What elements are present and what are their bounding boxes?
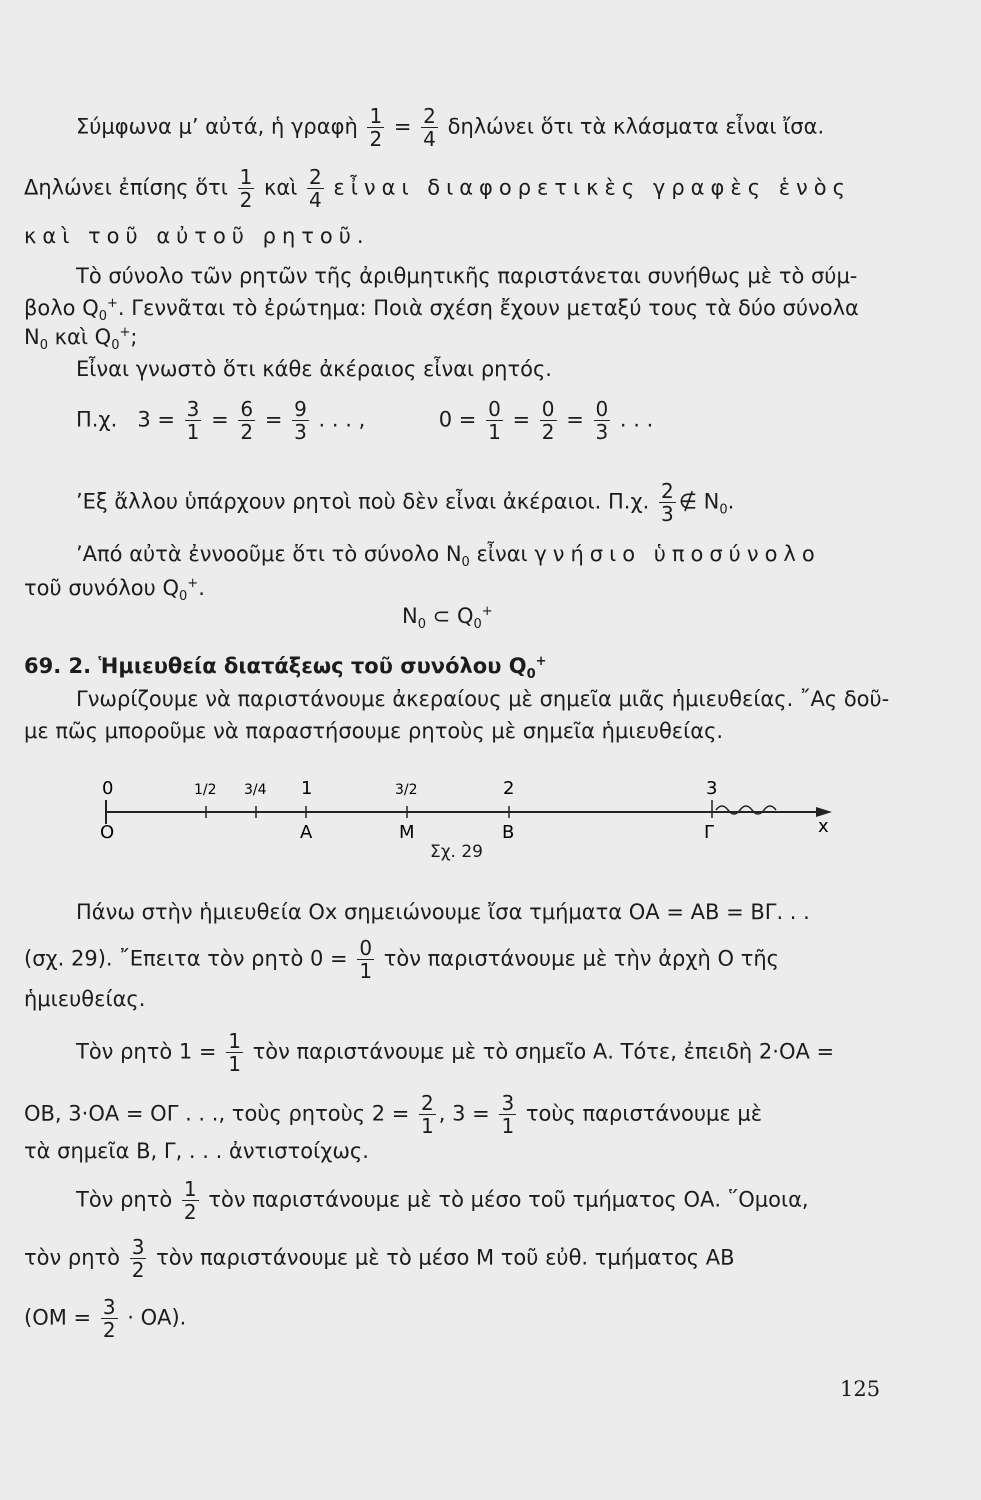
label-bottom-O: O (100, 822, 115, 843)
label-top-2: 2 (503, 778, 515, 799)
label-top-0: 0 (102, 778, 114, 799)
label-bottom-Gamma: Γ (704, 822, 715, 843)
label-bottom-M: M (399, 822, 415, 843)
text-line: (σχ. 29). ῎Επειτα τὸν ρητὸ 0 = $\frac{0}{1}$ τὸν παριστάνουμε μὲ τὴν ἀρχὴ Ο τῆς (24, 936, 779, 983)
spaced-text-line: καὶ τοῦ αὐτοῦ ρητοῦ. (24, 224, 370, 248)
spaced-text: εἶναι διαφορετικὲς γραφὲς ἑνὸς (333, 175, 851, 200)
text-line: ΟΒ, 3·ΟΑ = ΟΓ . . ., τοὺς ρητοὺς 2 = $\frac{2}{1}$ , 3 = $\frac{3}{1}$ τοὺς παριστάνουμε μὲ (24, 1091, 763, 1138)
fraction: $\frac{2}{4}$ (309, 165, 322, 212)
example-non-integer: ’Εξ ἄλλου ὑπάρχουν ρητοὶ ποὺ δὲν εἶναι ἀκέραιοι. Π.χ. $\frac{2}{3}$ ∉ $N_0$. (76, 479, 735, 526)
text-line: Πάνω στὴν ἡμιευθεία Οx σημειώνουμε ἴσα τμήματα ΟΑ = ΑΒ = ΒΓ. . . (76, 900, 810, 924)
text-line: τοῦ συνόλου $Q_0^+$. (24, 576, 205, 605)
text-line: βολο $Q_0^+$. Γεννᾶται τὸ ἐρώτημα: Ποιὰ σχέση ἔχουν μεταξύ τους τὰ δύο σύνολα (24, 296, 859, 325)
label-bottom-A: A (300, 822, 313, 843)
fraction: $\frac{2}{4}$ (423, 104, 436, 151)
fraction: $\frac{1}{2}$ (369, 104, 383, 151)
label-bottom-x: x (818, 816, 829, 837)
line-fractions-equal (76, 105, 882, 150)
line-different-notations (24, 165, 851, 212)
text-line: Εἶναι γνωστὸ ὅτι κάθε ἀκέραιος εἶναι ρητός. (76, 357, 552, 381)
label-top-1: 1 (301, 778, 313, 799)
text-line: με πῶς μποροῦμε νὰ παραστήσουμε ρητοὺς μὲ σημεῖα ἡμιευθείας. (24, 719, 724, 743)
example-integers: Π.χ. 3 = $\frac{3}{1}$ = $\frac{6}{2}$ = $\frac{9}{3}$ . . . , 0 = $\frac{0}{1}$ = $\frac{0}{2}$ = $\frac{0}{3}$ . . . (76, 397, 654, 444)
text-line: τὸν ρητὸ $\frac{3}{2}$ τὸν παριστάνουμε μὲ τὸ μέσο Μ τοῦ εὐθ. τμήματος ΑΒ (24, 1235, 735, 1282)
text-line: Τὸν ρητὸ 1 = $\frac{1}{1}$ τὸν παριστάνουμε μὲ τὸ σημεῖο Α. Τότε, ἐπειδὴ 2·ΟΑ = (76, 1029, 835, 1076)
section-heading: 69. 2. Ἡμιευθεία διατάξεως τοῦ συνόλου $Q_0^+$ (24, 654, 547, 683)
subset-formula: $N_0$ ⊂ $Q_0^+$ (402, 604, 493, 633)
text: δηλώνει ὅτι τὰ κλάσματα εἶναι ἴσα. (447, 114, 825, 139)
figure-caption: Σχ. 29 (430, 842, 484, 862)
text-line: Τὸ σύνολο τῶν ρητῶν τῆς ἀριθμητικῆς παριστάνεται συνήθως μὲ τὸ σύμ- (76, 264, 858, 288)
text-line: ’Από αὐτὰ ἐννοοῦμε ὅτι τὸ σύνολο $N_0$ εἶναι γνήσιο ὑποσύνολο (76, 542, 821, 571)
label-top-3: 3 (706, 778, 718, 799)
label-bottom-B: B (502, 822, 515, 843)
text-line: ἡμιευθείας. (24, 987, 146, 1011)
text-line: (ΟΜ = $\frac{3}{2}$ · ΟΑ). (24, 1295, 187, 1342)
text-line: Τὸν ρητὸ $\frac{1}{2}$ τὸν παριστάνουμε μὲ τὸ μέσο τοῦ τμήματος ΟΑ. ῞Ομοια, (76, 1177, 809, 1224)
text-line: τὰ σημεῖα Β, Γ, . . . ἀντιστοίχως. (24, 1139, 369, 1163)
text-line: Γνωρίζουμε νὰ παριστάνουμε ἀκεραίους μὲ σημεῖα μιᾶς ἡμιευθείας. ῎Ας δοῦ- (76, 687, 890, 711)
text: καὶ (263, 175, 298, 200)
label-top-three-quarters: 3/4 (244, 782, 267, 798)
label-top-three-halves: 3/2 (395, 782, 418, 798)
equals-sign: = (393, 114, 412, 139)
text: Δηλώνει ἐπίσης ὅτι (24, 175, 228, 200)
text: Σύμφωνα μ’ αὐτά, ἡ γραφὴ (76, 114, 358, 139)
fraction: $\frac{1}{2}$ (239, 165, 253, 212)
label-top-half: 1/2 (194, 782, 217, 798)
text-line: $N_0$ καὶ $Q_0^+$; (24, 325, 138, 354)
page-number: 125 (840, 1377, 881, 1401)
